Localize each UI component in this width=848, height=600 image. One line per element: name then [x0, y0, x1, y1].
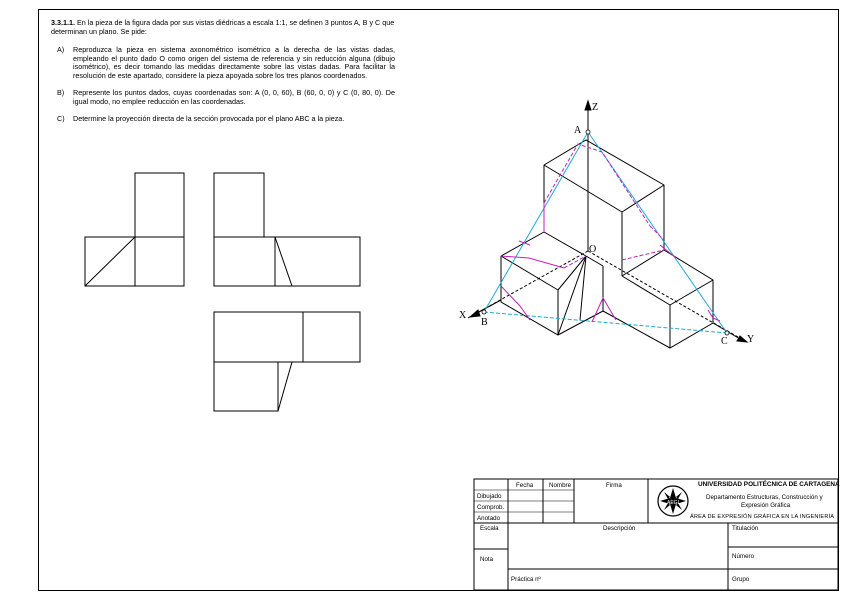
- x-axis-solid: [477, 300, 501, 313]
- point-c: [725, 331, 729, 335]
- piece-outline: [501, 140, 713, 348]
- x-arrow-icon: [470, 310, 480, 317]
- tb-row-comprob: Comprob.: [477, 504, 505, 511]
- item-label: A): [57, 45, 65, 54]
- z-arrow-icon: [585, 101, 591, 110]
- view-outline: [214, 173, 360, 286]
- tb-department-2: Expresión Gráfica: [741, 502, 791, 509]
- view-perfil: [214, 173, 360, 286]
- section-line: [592, 298, 616, 322]
- label-x: X: [459, 310, 467, 321]
- iso-piece: [501, 140, 713, 348]
- isometric-drawing: [459, 101, 754, 348]
- label-a: A: [574, 125, 582, 136]
- section-line: [622, 250, 664, 260]
- piece-edge: [501, 256, 558, 290]
- section-line: [708, 310, 720, 321]
- tb-department-1: Departamento Estructuras, Construcción y: [706, 494, 823, 501]
- item-label: C): [57, 114, 65, 123]
- item-text: Reproduzca la pieza en sistema axonométrico isométrico a la derecha de las vistas dadas, empleando el punto dado O como origen del sistema de referencia y sin reducción alguna (dibujo isométrico), es decir tomando las medidas directamente sobre las vistas dadas. Para facilitar la resolución de este apartado, considere la pieza apoyada sobre los tres planos coordenados.: [73, 45, 395, 80]
- piece-edge: [622, 185, 664, 212]
- tb-grupo: Grupo: [732, 576, 750, 583]
- view-planta: [214, 312, 360, 411]
- item-text: Represente los puntos dados, cuyas coordenadas son: A (0, 0, 60), B (60, 0, 0) y C (0, 80, 0). De igual modo, no emplee reducción en las coordenadas.: [73, 88, 395, 106]
- tb-escala: Escala: [480, 525, 499, 532]
- tb-area: ÁREA DE EXPRESIÓN GRÁFICA EN LA INGENIERÍA: [690, 514, 835, 520]
- piece-edge: [558, 256, 586, 290]
- view-edge: [275, 237, 292, 286]
- view-edge: [278, 362, 292, 411]
- piece-edge: [622, 250, 664, 276]
- tb-col-firma: Firma: [606, 482, 622, 489]
- tb-numero: Número: [732, 553, 755, 560]
- section-line: [650, 226, 664, 240]
- point-a: [586, 130, 590, 134]
- piece-edge: [544, 232, 586, 256]
- section-line: [544, 144, 650, 226]
- view-alzado: [85, 173, 184, 286]
- trace-bc: [484, 312, 727, 333]
- logo-text: AEGI: [667, 500, 679, 506]
- piece-edge: [670, 280, 713, 305]
- label-z: Z: [592, 102, 599, 113]
- tb-descripcion: Descripción: [603, 525, 636, 532]
- tb-row-anotado: Anotado: [477, 515, 501, 522]
- piece-edge: [622, 276, 670, 305]
- iso-points: [482, 130, 729, 335]
- label-c: C: [721, 336, 728, 347]
- label-b: B: [481, 317, 488, 328]
- trace-ab: [484, 132, 588, 312]
- tb-col-nombre: Nombre: [549, 482, 572, 489]
- item-label: B): [57, 88, 65, 97]
- item-text: Determine la proyección directa de la sección provocada por el plano ABC a la pieza.: [73, 114, 345, 123]
- view-edge: [85, 237, 135, 286]
- tb-nota: Nota: [480, 556, 494, 563]
- tb-university: UNIVERSIDAD POLITÉCNICA DE CARTAGENA: [698, 481, 840, 488]
- compass-rose-icon: [658, 486, 688, 516]
- tb-col-fecha: Fecha: [516, 482, 534, 489]
- tb-titulacion: Titulación: [732, 525, 759, 532]
- tb-row-dibujado: Dibujado: [477, 493, 502, 500]
- problem-number: 3.3.1.1.: [51, 18, 75, 27]
- piece-edge: [586, 256, 603, 266]
- orthographic-views: [85, 173, 360, 411]
- tb-practica: Práctica nº: [511, 576, 541, 583]
- problem-statement: En la pieza de la figura dada por sus vistas diédricas a escala 1:1, se definen 3 puntos A, B y C que determinan un plano. Se pide:: [51, 18, 395, 36]
- label-y: Y: [747, 334, 755, 345]
- point-b: [482, 310, 486, 314]
- y-arrow-icon: [737, 336, 747, 342]
- label-o: O: [589, 244, 597, 255]
